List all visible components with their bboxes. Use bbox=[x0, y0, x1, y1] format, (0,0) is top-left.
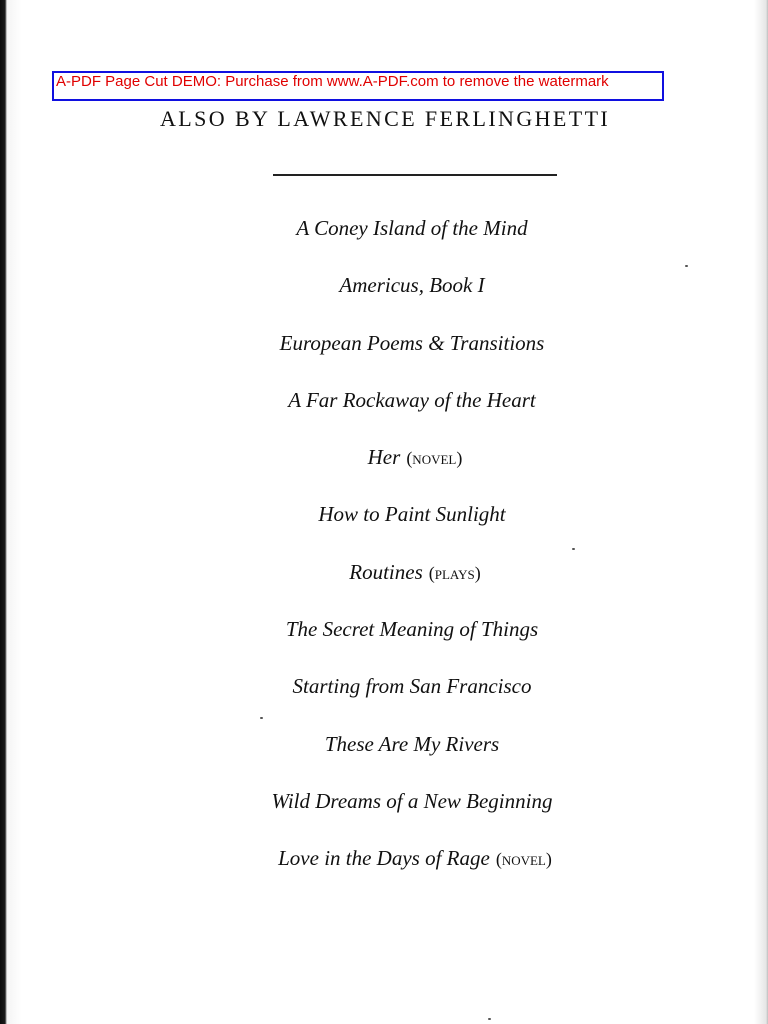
page-heading: ALSO BY LAWRENCE FERLINGHETTI bbox=[160, 106, 611, 131]
page-edge-left bbox=[0, 0, 22, 1024]
book-note: (plays) bbox=[428, 562, 481, 583]
watermark-banner[interactable]: A-PDF Page Cut DEMO: Purchase from www.A-PDF.com to remove the watermark bbox=[52, 71, 664, 101]
book-title: European Poems & Transitions bbox=[279, 330, 545, 355]
book-title-item bbox=[150, 441, 680, 498]
book-title-item bbox=[150, 556, 680, 613]
book-title: A Far Rockaway of the Heart bbox=[288, 387, 536, 412]
book-title-item bbox=[150, 728, 680, 785]
book-title: How to Paint Sunlight bbox=[318, 502, 506, 527]
scan-speck bbox=[572, 548, 575, 550]
book-title-item bbox=[150, 670, 680, 727]
book-title-item bbox=[150, 269, 680, 326]
book-title: Love in the Days of Rage bbox=[278, 846, 490, 871]
book-title-item bbox=[150, 384, 680, 441]
book-title: Routines bbox=[349, 559, 423, 584]
scan-speck bbox=[685, 265, 688, 267]
book-title: Starting from San Francisco bbox=[292, 674, 532, 699]
book-title-item bbox=[150, 613, 680, 670]
book-title: A Coney Island of the Mind bbox=[296, 216, 528, 240]
divider-rule bbox=[273, 174, 557, 176]
book-title-item bbox=[150, 327, 680, 384]
book-list bbox=[150, 212, 680, 900]
book-title-item bbox=[150, 498, 680, 555]
book-title: These Are My Rivers bbox=[324, 731, 500, 756]
page-edge-right bbox=[754, 0, 768, 1024]
book-title: The Secret Meaning of Things bbox=[285, 617, 539, 642]
book-title-item bbox=[150, 212, 680, 269]
book-title: Wild Dreams of a New Beginning bbox=[271, 788, 553, 813]
book-title-item bbox=[150, 842, 680, 899]
book-title: Americus, Book I bbox=[339, 273, 485, 298]
book-note: (novel) bbox=[495, 849, 552, 870]
scan-speck bbox=[488, 1018, 491, 1020]
book-title-item bbox=[150, 785, 680, 842]
scan-speck bbox=[260, 717, 263, 719]
book-title: Her bbox=[367, 445, 401, 470]
book-note: (novel) bbox=[406, 448, 463, 469]
